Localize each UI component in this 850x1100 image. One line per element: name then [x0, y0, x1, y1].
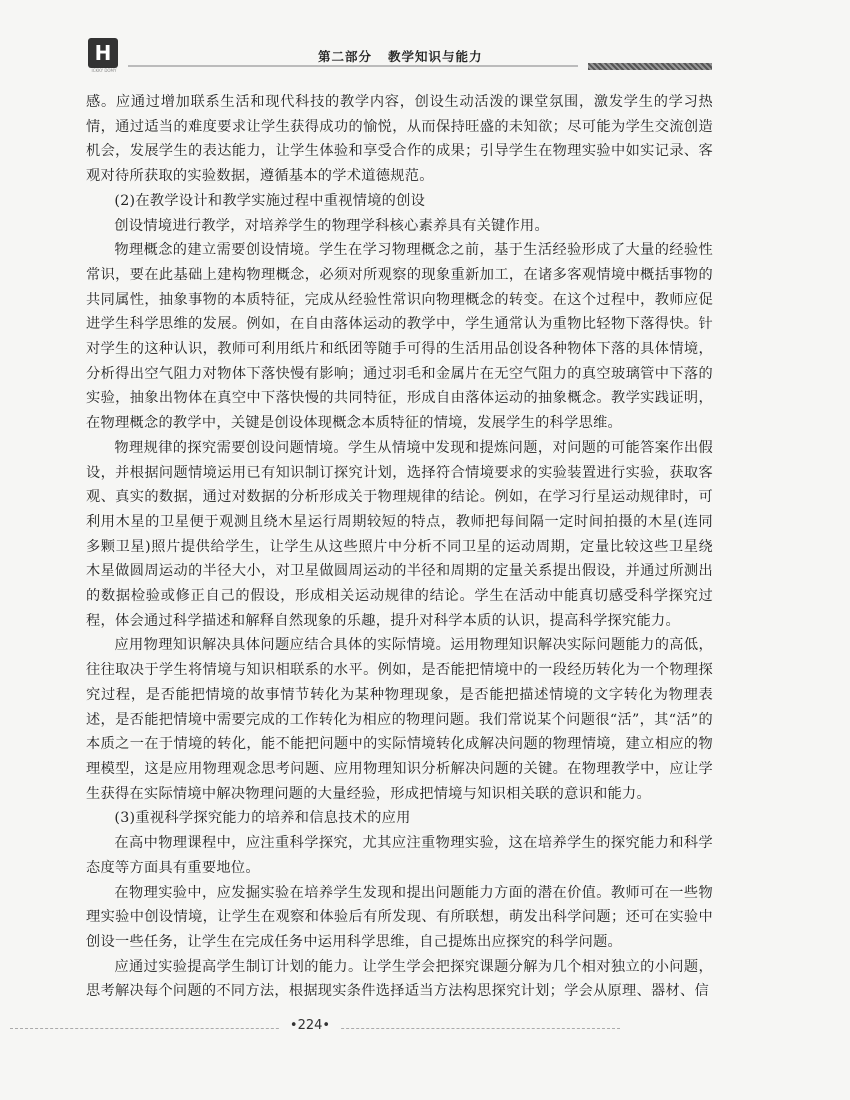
paragraph: 应用物理知识解决具体问题应结合具体的实际情境。运用物理知识解决实际问题能力的高低，往往取决于学生将情境与知识相联系的水平。例如，是否能把情境中的一段经历转化为一个物理探究过程，是否能把情境的故事情节转化为某种物理现象，是否能把描述情境的文字转化为物理表述，是否能把情境中需要完成的工作转化为相应的物理问题。我们常说某个问题很“活”，其“活”的本质之一在于情境的转化，能不能把问题中的实际情境转化成解决问题的物理情境，建立相应的物理模型，这是应用物理观念思考问题、应用物理知识分析解决问题的关键。在物理教学中，应让学生获得在实际情境中解决物理问题的大量经验，形成把情境与知识相关联的意识和能力。	[86, 637, 713, 802]
paragraph: 在物理实验中，应发掘实验在培养学生发现和提出问题能力方面的潜在价值。教师可在一些物理实验中创设情境，让学生在观察和体验后有所发现、有所联想，萌发出科学问题；还可在实验中创设一些任务，让学生在完成任务中运用科学思维，自己提炼出应探究的科学问题。	[86, 884, 713, 950]
paragraph: 应通过实验提高学生制订计划的能力。让学生学会把探究课题分解为几个相对独立的小问题，思考解决每个问题的不同方法，根据现实条件选择适当方法构思探究计划；学会从原理、器材、信	[86, 958, 713, 1000]
publisher-logo-caption: ICKKY DOMY	[91, 68, 117, 73]
header-decorative-bar	[588, 63, 712, 70]
paragraph: 创设情境进行教学，对培养学生的物理学科核心素养具有关键作用。	[114, 217, 550, 234]
subsection-heading: (2)在教学设计和教学实施过程中重视情境的创设	[114, 192, 426, 209]
paragraph: 物理规律的探究需要创设问题情境。学生从情境中发现和提炼问题，对问题的可能答案作出假设，并根据问题情境运用已有知识制订探究计划，选择符合情境要求的实验装置进行实验，获取客观、真实的数据，通过对数据的分析形成关于物理规律的结论。例如，在学习行星运动规律时，可利用木星的卫星便于观测且绕木星运行周期较短的特点，教师把每间隔一定时间拍摄的木星(连同多颗卫星)照片提供给学生，让学生从这些照片中分析不同卫星的运动周期，定量比较这些卫星绕木星做圆周运动的半径大小，对卫星做圆周运动的半径和周期的定量关系提出假设，并通过所测出的数据检验或修正自己的假设，形成相关运动规律的结论。学生在活动中能真切感受科学探究过程，体会通过科学描述和解释自然现象的乐趣，提升对科学本质的认识，提高科学探究能力。	[86, 439, 713, 629]
header-rule	[128, 65, 578, 67]
body-text	[86, 90, 713, 1004]
publisher-logo: H	[88, 38, 118, 68]
paragraph: 物理概念的建立需要创设情境。学生在学习物理概念之前，基于生活经验形成了大量的经验性常识，要在此基础上建构物理概念，必须对所观察的现象重新加工，在诸多客观情境中概括事物的共同属性，抽象事物的本质特征，完成从经验性常识向物理概念的转变。在这个过程中，教师应促进学生科学思维的发展。例如，在自由落体运动的教学中，学生通常认为重物比轻物下落得快。针对学生的这种认识，教师可利用纸片和纸团等随手可得的生活用品创设各种物体下落的具体情境，分析得出空气阻力对物体下落快慢有影响；通过羽毛和金属片在无空气阻力的真空玻璃管中下落的实验，抽象出物体在真空中下落快慢的共同特征，形成自由落体运动的抽象概念。教学实践证明，在物理概念的教学中，关键是创设体现概念本质特征的情境，发展学生的科学思维。	[86, 242, 713, 432]
page-number: •224•	[279, 1018, 341, 1033]
paragraph: 在高中物理课程中，应注重科学探究，尤其应注重物理实验，这在培养学生的探究能力和科学态度等方面具有重要地位。	[86, 835, 713, 876]
page-header	[88, 38, 712, 78]
page-footer	[0, 1018, 850, 1048]
section-title: 第二部分 教学知识与能力	[318, 49, 483, 64]
paragraph-continuation: 感。应通过增加联系生活和现代科技的教学内容，创设生动活泼的课堂氛围，激发学生的学习热情，通过适当的难度要求让学生获得成功的愉悦，从而保持旺盛的未知欲；尽可能为学生交流创造机会，发展学生的表达能力，让学生体验和享受合作的成果；引导学生在物理实验中如实记录、客观对待所获取的实验数据，遵循基本的学术道德规范。	[86, 94, 713, 185]
subsection-heading: (3)重视科学探究能力的培养和信息技术的应用	[114, 810, 411, 827]
